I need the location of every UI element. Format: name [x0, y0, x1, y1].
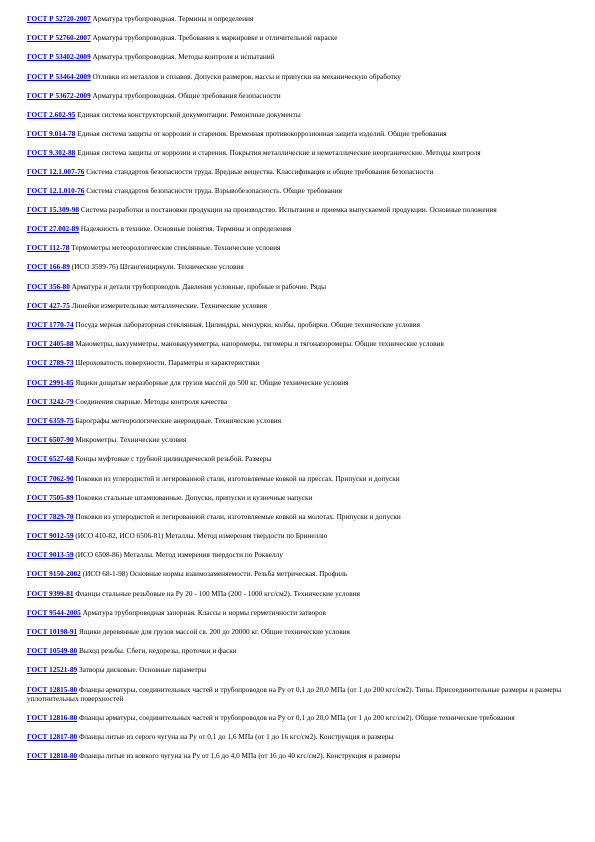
standard-title: Концы муфтовые с трубной цилиндрической резьбой. Размеры: [73, 454, 272, 464]
standard-link[interactable]: ГОСТ 6359-75: [27, 415, 74, 425]
standard-link[interactable]: ГОСТ 12815-80: [27, 684, 78, 694]
list-item: [27, 320, 575, 330]
standard-link[interactable]: ГОСТ 7829-70: [27, 511, 74, 521]
standard-link[interactable]: ГОСТ 9.014-78: [27, 129, 76, 139]
standard-link[interactable]: ГОСТ 427-75: [27, 300, 70, 310]
standard-title: (ИСО 68-1-98) Основные нормы взаимозаменяемости. Резьба метрическая. Профиль: [80, 569, 348, 579]
standard-link[interactable]: ГОСТ 9399-81: [27, 588, 74, 598]
list-item: [27, 608, 575, 618]
list-item: [27, 713, 575, 723]
standard-link[interactable]: ГОСТ 7062-90: [27, 473, 74, 483]
standard-link[interactable]: ГОСТ 9544-2005: [27, 607, 81, 617]
standard-link[interactable]: ГОСТ 6527-68: [27, 454, 74, 464]
standard-title: Соединения сварные. Методы контроля качества: [73, 396, 228, 406]
standard-title: Ящики деревянные для грузов массой св. 200 до 20000 кг. Общие технические условия: [77, 627, 350, 636]
standard-link[interactable]: ГОСТ Р 53464-2009: [27, 71, 91, 81]
standard-title: Фланцы стальные резьбовые на Ру 20 - 100 МПа (200 - 1000 кгс/см2). Технические условия: [73, 588, 361, 598]
list-item: [27, 262, 575, 272]
list-item: [27, 243, 575, 253]
standard-title: Микрометры. Технические условия: [73, 435, 187, 445]
standard-title: Барографы метеорологические анероидные. Технические условия: [73, 415, 282, 425]
list-item: [27, 52, 575, 62]
standard-title: Затворы дисковые. Основные параметры: [77, 665, 207, 675]
list-item: [27, 416, 575, 426]
standard-title: Фланцы арматуры, соединительных частей и трубопроводов на Ру от 0,1 до 20,0 МПа (от 1 до 200 кгс/см2). Типы. Присоединительные размеры и размеры уплотнительных поверхностей: [27, 684, 562, 704]
standard-title: Поковки из углеродистой и легированной стали, изготовляемые ковкой на прессах. Припуски и допуски: [73, 473, 400, 483]
standard-title: Фланцы литые из ковкого чугуна на Ру от 1,6 до 4,0 МПа (от 16 до 40 кгс/см2). Конструкция и размеры: [77, 750, 401, 760]
standard-title: Арматура трубопроводная запорная. Классы и нормы герметичности затворов: [80, 607, 326, 617]
standard-link[interactable]: ГОСТ 12818-80: [27, 750, 78, 760]
standard-link[interactable]: ГОСТ 166-89: [27, 262, 70, 272]
list-item: [27, 33, 575, 43]
list-item: [27, 148, 575, 158]
list-item: [27, 569, 575, 579]
standard-link[interactable]: ГОСТ 10198-91: [27, 627, 78, 636]
list-item: [27, 378, 575, 388]
standard-link[interactable]: ГОСТ 12817-80: [27, 731, 78, 741]
standard-title: (ИСО 410-82, ИСО 6506-81) Металлы. Метод измерения твердости по Бринеллю: [73, 531, 328, 541]
standard-title: Надежность в технике. Основные понятия. Термины и определения: [78, 224, 292, 234]
standard-title: Термометры метеорологические стеклянные. Технические условия: [69, 243, 281, 253]
standard-link[interactable]: ГОСТ 2405-88: [27, 339, 74, 349]
standard-title: Единая система защиты от коррозии и старения. Временная противокоррозионная защита изделий. Общие требования: [75, 129, 447, 139]
standard-link[interactable]: ГОСТ 356-80: [27, 281, 70, 291]
list-item: [27, 531, 575, 541]
list-item: [27, 14, 575, 24]
list-item: [27, 685, 575, 704]
standard-title: Арматура трубопроводная. Термины и определения: [90, 14, 254, 23]
standard-link[interactable]: ГОСТ Р 53402-2009: [27, 52, 91, 62]
standards-list: [27, 14, 575, 770]
standard-title: Шероховатость поверхности. Параметры и характеристики: [73, 358, 260, 368]
list-item: [27, 282, 575, 292]
list-item: [27, 454, 575, 464]
list-item: [27, 512, 575, 522]
standard-title: Поковки стальные штампованные. Допуски, припуски и кузнечные напуски: [73, 492, 313, 502]
standard-title: Система разработки и постановки продукции на производство. Испытания и приемка выпускаемой продукции. Основные положения: [78, 205, 497, 215]
standard-title: Система стандартов безопасности труда. Вредные вещества. Классификация и общие требования безопасности: [84, 167, 434, 176]
standard-title: Арматура трубопроводная. Общие требования безопасности: [90, 90, 281, 100]
standard-link[interactable]: ГОСТ 7505-89: [27, 492, 74, 502]
list-item: [27, 301, 575, 311]
standard-link[interactable]: ГОСТ 10549-80: [27, 646, 78, 656]
standard-title: Единая система конструкторской документации. Ремонтные документы: [75, 109, 301, 119]
standard-link[interactable]: ГОСТ 2.602-95: [27, 109, 76, 119]
standard-title: Линейки измерительные металлические. Технические условия: [69, 300, 268, 310]
standard-link[interactable]: ГОСТ 15.309-98: [27, 205, 79, 215]
standard-link[interactable]: ГОСТ Р 52760-2007: [27, 33, 91, 43]
standard-link[interactable]: ГОСТ 9012-59: [27, 531, 74, 541]
list-item: [27, 474, 575, 484]
standard-title: Посуда мерная лабораторная стеклянная. Цилиндры, мензурки, колбы, пробирки. Общие технические условия: [73, 320, 420, 329]
list-item: [27, 72, 575, 82]
list-item: [27, 224, 575, 234]
standard-link[interactable]: ГОСТ 9.302-88: [27, 148, 76, 158]
standard-link[interactable]: ГОСТ Р 52720-2007: [27, 14, 91, 23]
standard-title: Поковки из углеродистой и легированной стали, изготовляемые ковкой на молотах. Припуски и допуски: [73, 511, 401, 521]
standard-link[interactable]: ГОСТ 9150-2002: [27, 569, 81, 579]
list-item: [27, 129, 575, 139]
list-item: [27, 493, 575, 503]
standard-link[interactable]: ГОСТ 12521-89: [27, 665, 78, 675]
standard-link[interactable]: ГОСТ 12.1.007-76: [27, 167, 85, 176]
standard-title: Фланцы арматуры, соединительных частей и трубопроводов на Ру от 0,1 до 20,0 МПа (от 1 до 200 кгс/см2). Общие технические требования: [77, 712, 515, 722]
standard-title: Ящики дощатые неразборные для грузов массой до 500 кг. Общие технические условия: [73, 377, 349, 387]
list-item: [27, 751, 575, 761]
list-item: [27, 91, 575, 101]
standard-title: Арматура и детали трубопроводов. Давления условные, пробные и рабочие. Ряды: [69, 281, 326, 291]
list-item: [27, 186, 575, 196]
standard-title: Система стандартов безопасности труда. Взрывобезопасность. Общие требования: [84, 186, 342, 196]
list-item: [27, 646, 575, 656]
standard-link[interactable]: ГОСТ Р 53672-2009: [27, 90, 91, 100]
standard-title: Арматура трубопроводная. Требования к маркировке и отличительной окраске: [90, 33, 338, 43]
standard-link[interactable]: ГОСТ 112-78: [27, 243, 70, 253]
standard-link[interactable]: ГОСТ 2789-73: [27, 358, 74, 368]
list-item: [27, 589, 575, 599]
standard-link[interactable]: ГОСТ 12816-80: [27, 712, 78, 722]
standard-link[interactable]: ГОСТ 6507-90: [27, 435, 74, 445]
standard-title: Фланцы литые из серого чугуна на Ру от 0,1 до 1,6 МПа (от 1 до 16 кгс/см2). Конструкция и размеры: [77, 731, 394, 741]
list-item: [27, 435, 575, 445]
standard-title: Отливки из металлов и сплавов. Допуски размеров, массы и припуски на механическую обработку: [90, 71, 401, 81]
standard-link[interactable]: ГОСТ 27.002-89: [27, 224, 79, 234]
list-item: [27, 205, 575, 215]
list-item: [27, 358, 575, 368]
list-item: [27, 550, 575, 560]
standard-title: Выход резьбы. Сбеги, недорезы, проточки и фаски: [77, 646, 237, 656]
standard-title: Единая система защиты от коррозии и старения. Покрытия металлические и неметаллические неорганические. Методы контроля: [75, 148, 481, 158]
list-item: [27, 110, 575, 120]
standard-link[interactable]: ГОСТ 3242-79: [27, 396, 74, 406]
list-item: [27, 732, 575, 742]
standard-link[interactable]: ГОСТ 12.1.010-76: [27, 186, 85, 196]
list-item: [27, 627, 575, 637]
list-item: [27, 397, 575, 407]
list-item: [27, 339, 575, 349]
standard-title: Арматура трубопроводная. Методы контроля и испытаний: [90, 52, 275, 62]
list-item: [27, 167, 575, 177]
list-item: [27, 665, 575, 675]
standard-link[interactable]: ГОСТ 2991-85: [27, 377, 74, 387]
standard-link[interactable]: ГОСТ 1770-74: [27, 320, 74, 329]
standard-link[interactable]: ГОСТ 9013-59: [27, 550, 74, 560]
standard-title: Манометры, вакуумметры, мановакуумметры, напоромеры, тягомеры и тягонапоромеры. Общие технические условия: [73, 339, 444, 349]
standard-title: (ИСО 6508-86) Металлы. Метод измерения твердости по Роквеллу: [73, 550, 283, 560]
standard-title: (ИСО 3599-76) Штангенциркули. Технические условия: [69, 262, 244, 272]
